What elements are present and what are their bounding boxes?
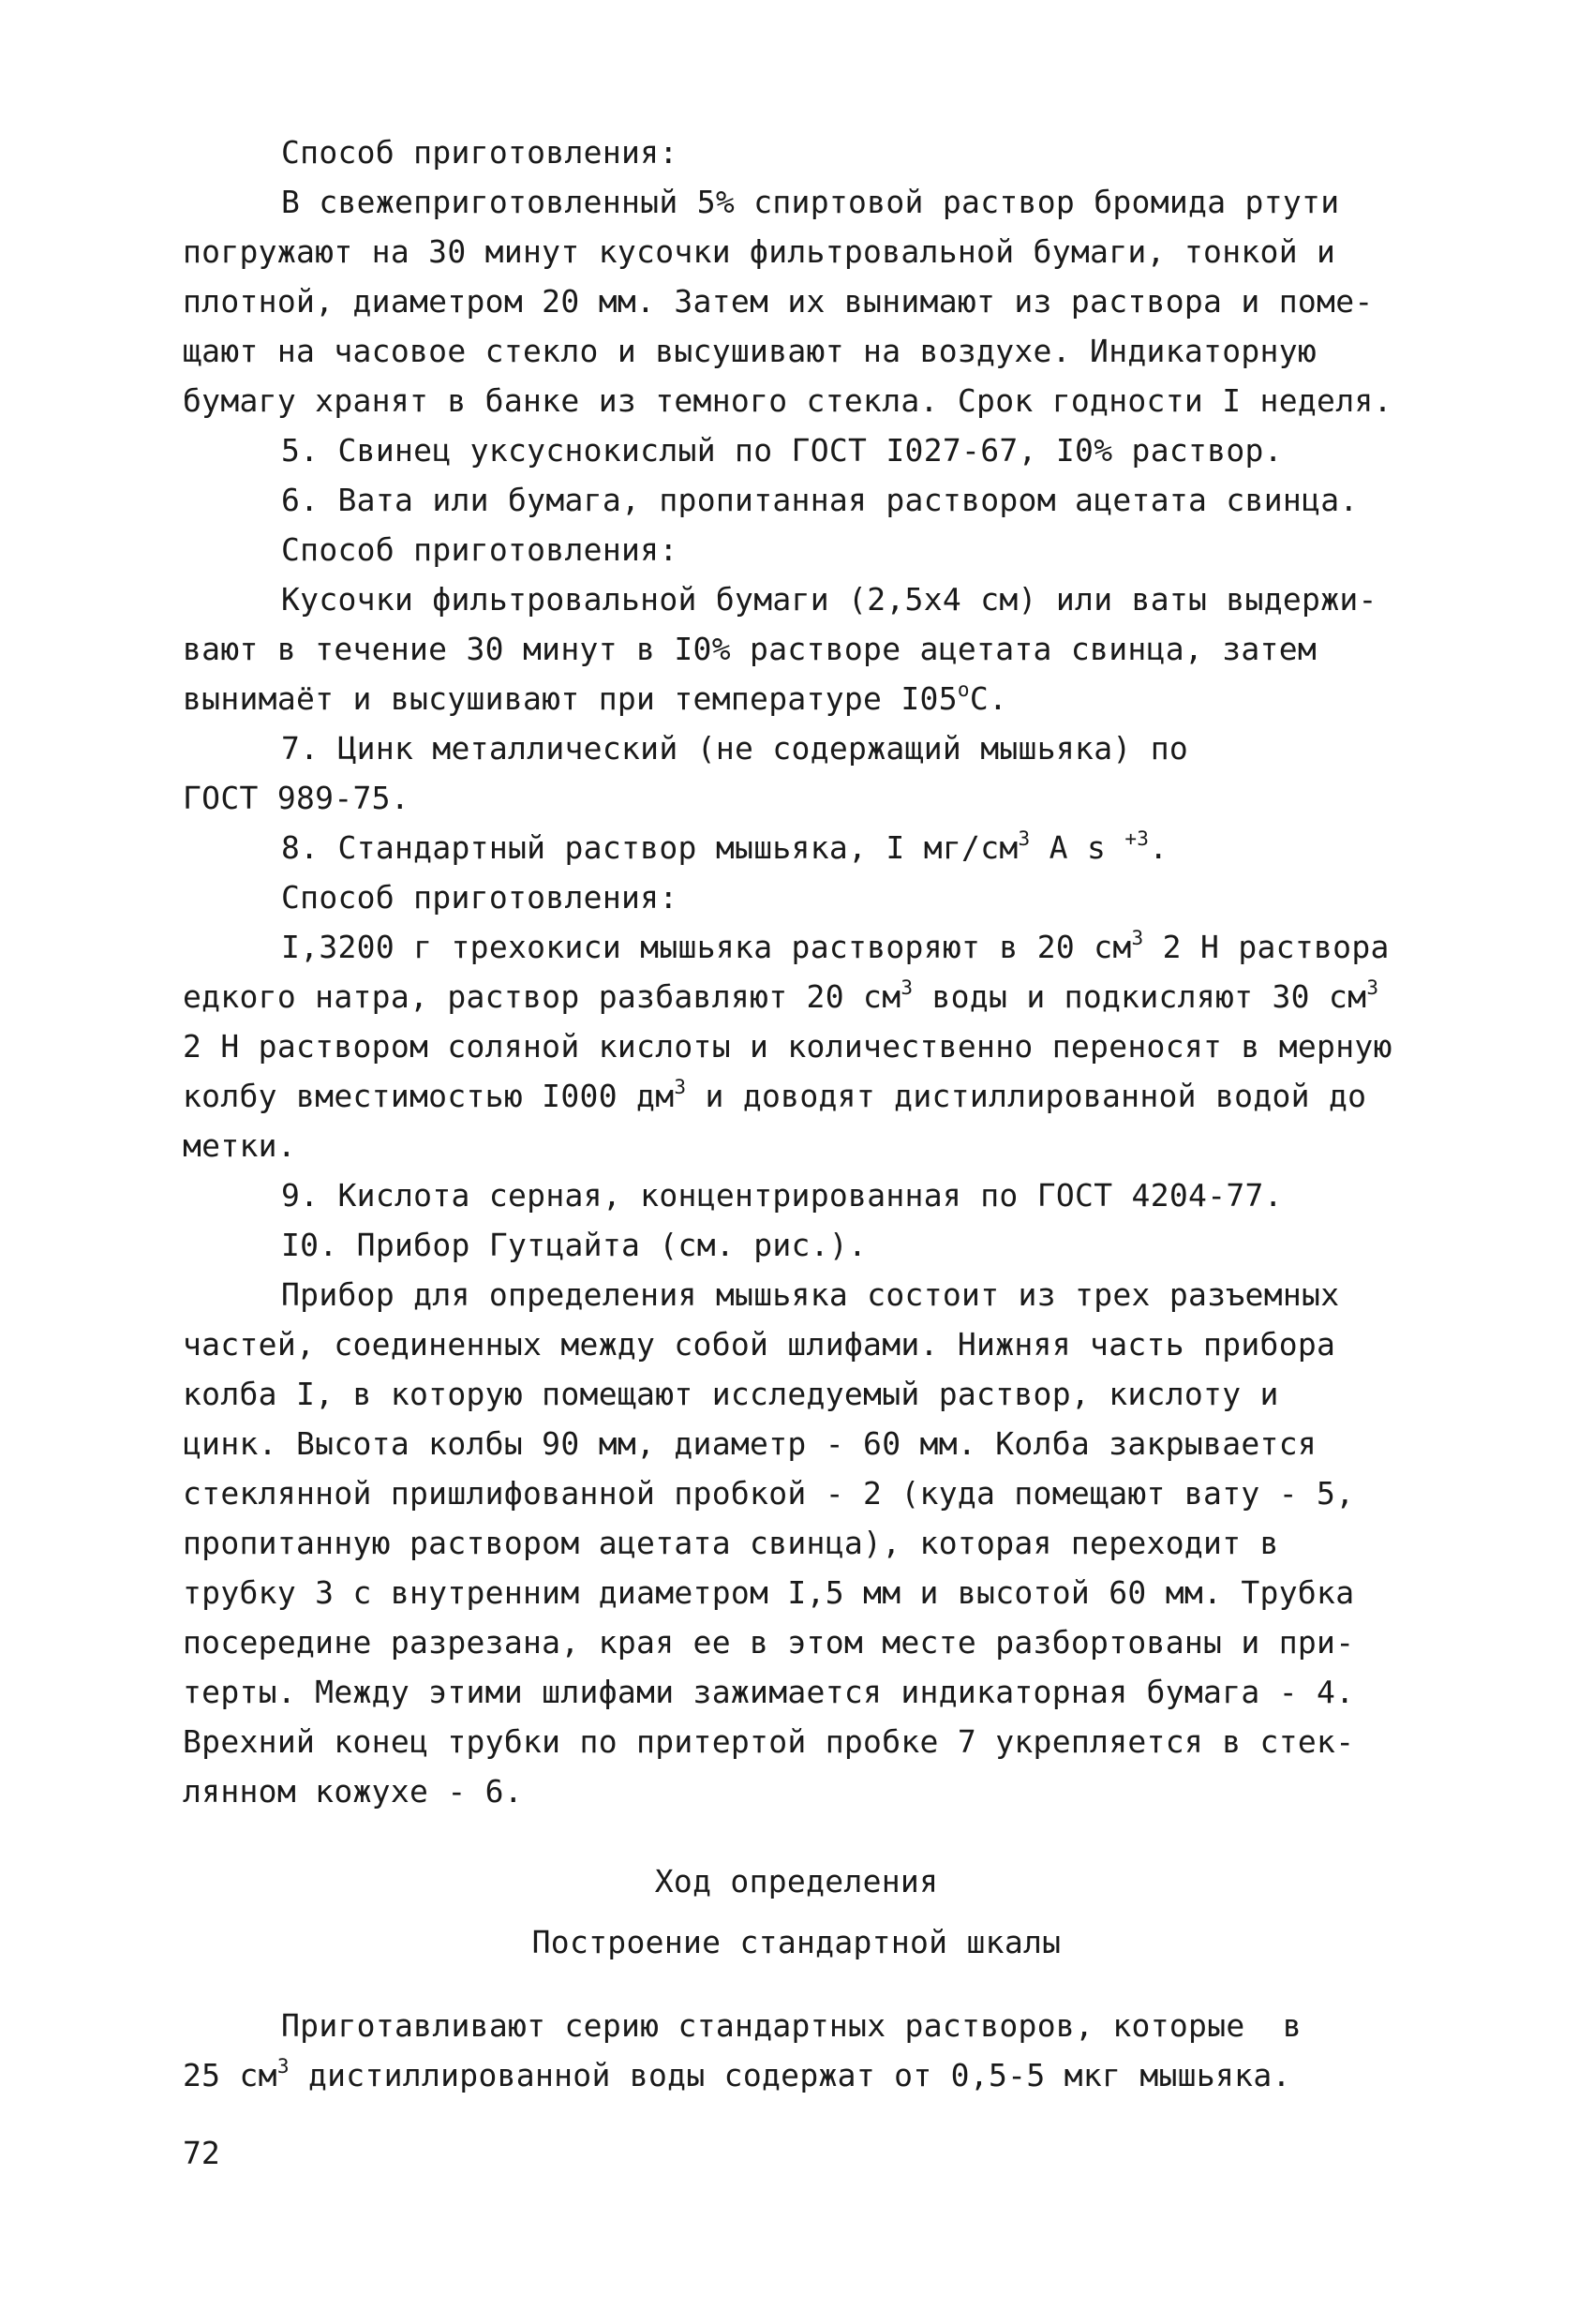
text-line: вынимаёт и высушивают при температуре $I05^оС$. — [183, 678, 1008, 717]
text-line: бумагу хранят в банке из темного стекла. Срок годности I неделя. — [183, 382, 1392, 419]
page-number: 72 — [183, 2135, 220, 2171]
text-line: цинк. Высота колбы 90 мм, диаметр - 60 мм. Колба закрывается — [183, 1425, 1318, 1462]
text-line: 2 Н раствором соляной кислоты и количественно переносят в мерную — [183, 1028, 1392, 1065]
text-line: I0. Прибор Гутцайта (см. рис.). — [281, 1227, 868, 1263]
text-line: Кусочки фильтровальной бумаги (2,5х4 см) или ваты выдержи- — [281, 581, 1377, 618]
text-line: терты. Между этими шлифами зажимается индикаторная бумага - 4. — [183, 1674, 1355, 1710]
text-line: вают в течение 30 минут в I0% растворе ацетата свинца, затем — [183, 631, 1318, 667]
text-line: 8. Стандартный раствор мышьяка, I $мг/см^3$ A s $^{+3}$. — [281, 827, 1169, 866]
text-line: 7. Цинк металлический (не содержащий мышьяка) по — [281, 730, 1189, 767]
text-line: щают на часовое стекло и высушивают на воздухе. Индикаторную — [183, 333, 1318, 369]
text-line: 6. Вата или бумага, пропитанная раствором ацетата свинца. — [281, 482, 1359, 518]
text-line: 5. Свинец уксуснокислый по ГОСТ I027-67, I0% раствор. — [281, 432, 1283, 469]
text-line: пропитанную раствором ацетата свинца), которая переходит в — [183, 1525, 1279, 1561]
text-line: Прибор для определения мышьяка состоит из трех разъемных — [281, 1276, 1340, 1313]
text-line: метки. — [183, 1127, 297, 1164]
text-line: колбу вместимостью I000 $дм^3$ и доводят дистиллированной водой до — [183, 1076, 1367, 1114]
text-line: Способ приготовления: — [281, 134, 678, 171]
subsection-heading: Построение стандартной шкалы — [531, 1924, 1062, 1960]
text-line: Способ приготовления: — [281, 531, 678, 568]
text-line: Приготавливают серию стандартных растворов, которые в — [281, 2007, 1303, 2044]
text-line: 9. Кислота серная, концентрированная по ГОСТ 4204-77. — [281, 1177, 1283, 1214]
text-line: трубку 3 с внутренним диаметром I,5 мм и высотой 60 мм. Трубка — [183, 1574, 1355, 1611]
text-line: Врехний конец трубки по притертой пробке 7 укрепляется в стек- — [183, 1723, 1355, 1760]
text-line: погружают на 30 минут кусочки фильтровальной бумаги, тонкой и — [183, 233, 1336, 270]
text-line: плотной, диаметром 20 мм. Затем их вынимают из раствора и поме- — [183, 283, 1374, 320]
text-line: В свежеприготовленный 5% спиртовой раствор бромида ртути — [281, 184, 1340, 220]
text-line: посередине разрезана, края ее в этом месте разбортованы и при- — [183, 1624, 1355, 1661]
text-line: 25 $см^3$ дистиллированной воды содержат от 0,5-5 мкг мышьяка. — [183, 2055, 1291, 2093]
text-line: колба I, в которую помещают исследуемый раствор, кислоту и — [183, 1376, 1279, 1412]
section-heading: Ход определения — [654, 1863, 939, 1899]
text-line: частей, соединенных между собой шлифами. Нижняя часть прибора — [183, 1326, 1336, 1363]
text-line: I,3200 г трехокиси мышьяка растворяют в 20 $см^3$ 2 Н раствора — [281, 927, 1390, 965]
text-line: Способ приготовления: — [281, 879, 678, 916]
text-line: лянном кожухе - 6. — [183, 1773, 524, 1810]
text-line: ГОСТ 989-75. — [183, 780, 410, 816]
text-line: едкого натра, раствор разбавляют 20 $см^3$ воды и подкисляют 30 $см^3$ — [183, 976, 1379, 1015]
text-line: стеклянной пришлифованной пробкой - 2 (куда помещают вату - 5, — [183, 1475, 1355, 1512]
